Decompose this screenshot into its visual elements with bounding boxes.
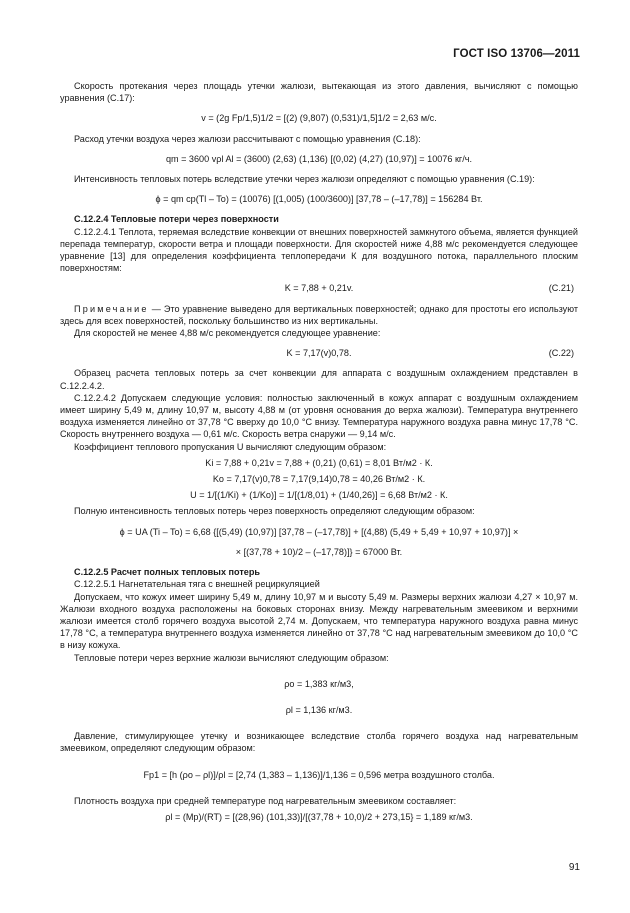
formula-text: K = 7,17(v)0,78. [286,348,352,359]
paragraph: Скорость протекания через площадь утечки жалюзи, вытекающая из этого давления, вычисляют с помощью уравнения (С.17): [60,81,578,104]
paragraph: Образец расчета тепловых потерь за счет конвекции для аппарата с воздушным охлаждением представлен в С.12.2.4.2. [60,368,578,391]
formula: ρo = 1,383 кг/м3, [284,678,354,689]
formula: Ki = 7,88 + 0,21v = 7,88 + (0,21) (0,61) = 8,01 Вт/м2 · К. [205,457,433,468]
paragraph: Коэффициент теплового пропускания U вычисляют следующим образом: [74,441,387,452]
equation-number: (С.21) [548,283,574,294]
page-number: 91 [568,862,580,873]
formula: qm = 3600 vρl Al = (3600) (2,63) (1,136) [(0,02) (4,27) (10,97)] = 10076 кг/ч. [165,153,473,164]
formula: ϕ = UA (Ti – To) = 6,68 {[(5,49) (10,97)] [37,78 – (–17,78)] + [(4,88) (5,49 + 5,49 + 10,97 + 10,97)] × [119,526,519,537]
formula: ϕ = qm cp(Tl – To) = (10076) [(1,005) (100/3600)] [37,78 – (–17,78)] = 156284 Вт. [155,194,483,205]
formula: Ko = 7,17(v)0,78 = 7,17(9,14)0,78 = 40,26 Вт/м2 · К. [212,474,426,485]
section-heading: С.12.2.4 Тепловые потери через поверхности [74,214,279,225]
equation-number: (С.22) [548,348,574,359]
formula: Fp1 = [h (ρo – ρl)]/ρl = [2,74 (1,383 – 1,136)]/1,136 = 0,596 метра воздушного столба. [143,769,495,780]
document-body [60,80,578,827]
note-text: — Это уравнение выведено для вертикальных поверхностей; однако для простоты его используют здесь для всех поверхностей, поскольку большинство из них вертикальны. [60,303,578,326]
note-paragraph [60,303,578,327]
paragraph: Плотность воздуха при средней температуре под нагревательным змеевиком составляет: [74,795,457,806]
formula [60,347,578,359]
formula: × [(37,78 + 10)/2 – (–17,78)]} = 67000 Вт. [235,546,403,557]
standard-header: ГОСТ ISO 13706—2011 [453,48,580,60]
formula-text: K = 7,88 + 0,21v. [284,283,354,294]
paragraph: С.12.2.4.1 Теплота, теряемая вследствие конвекции от внешних поверхностей замкнутого объема, является функцией перепада температур, скорости ветра и площади поверхности. Для скоростей ниже 4,88 м/с рекомендуется следующее уравнение [13] для определения коэффициента теплопередачи К для воздушного потока, параллельного плоским поверхностям: [60,226,578,274]
formula: v = (2g Fp/1,5)1/2 = [(2) (9,807) (0,531)/1,5]1/2 = 2,63 м/с. [201,113,437,124]
section-heading: С.12.2.5 Расчет полных тепловых потерь [74,567,260,578]
paragraph: Тепловые потери через верхние жалюзи вычисляют следующим образом: [74,652,389,663]
formula [60,282,578,294]
formula: ρl = 1,136 кг/м3. [285,704,353,715]
formula: U = 1/[(1/Ki) + (1/Ko)] = 1/[(1/8,01) + (1/40,26)] = 6,68 Вт/м2 · К. [190,490,448,501]
paragraph: Полную интенсивность тепловых потерь через поверхность определяют следующим образом: [74,506,475,517]
paragraph: Для скоростей не менее 4,88 м/с рекомендуется следующее уравнение: [74,328,381,339]
paragraph: Расход утечки воздуха через жалюзи рассчитывают с помощью уравнения (С.18): [74,133,421,144]
note-label: Примечание [74,303,149,314]
paragraph: Давление, стимулирующее утечку и возникающее вследствие столба горячего воздуха над нагревательным змеевиком, определяют следующим образом: [60,731,578,754]
paragraph: С.12.2.4.2 Допускаем следующие условия: полностью заключенный в кожух аппарат с воздушным охлаждением имеет ширину 5,49 м, длину 10,97 м, высоту 4,88 м (от уровня основания до верха жалюзи). Температура внутреннего воздуха изменяется линейно от 37,78 °С вверху до 10,0 °С внизу. Температура наружного воздуха равна минус 17,78 °С. Скорость внутреннего воздуха — 0,61 м/с. Скорость ветра снаружи — 9,14 м/с. [60,392,578,440]
paragraph: Интенсивность тепловых потерь вследствие утечки через жалюзи определяют с помощью уравнения (С.19): [74,174,535,185]
paragraph: Допускаем, что кожух имеет ширину 5,49 м, длину 10,97 м и высоту 5,49 м. Размеры верхних жалюзи 4,27 × 10,97 м. Жалюзи входного воздуха расположены на боковых сторонах внизу. Между нагревательным змеевиком и верхними жалюзи имеется столб горячего воздуха высотой 2,74 м. Допускаем, что температура наружного воздуха равна минус 17,78 °С, а температура внутреннего воздуха изменяется линейно от 37,78 °С над нагревательным змеевиком до 10,0 °С в низу кожуха. [60,591,578,651]
formula: ρl = (Mp)/(RT) = [(28,96) (101,33)]/[(37,78 + 10,0)/2 + 273,15} = 1,189 кг/м3. [165,811,473,822]
paragraph: С.12.2.5.1 Нагнетательная тяга с внешней рециркуляцией [74,579,320,590]
